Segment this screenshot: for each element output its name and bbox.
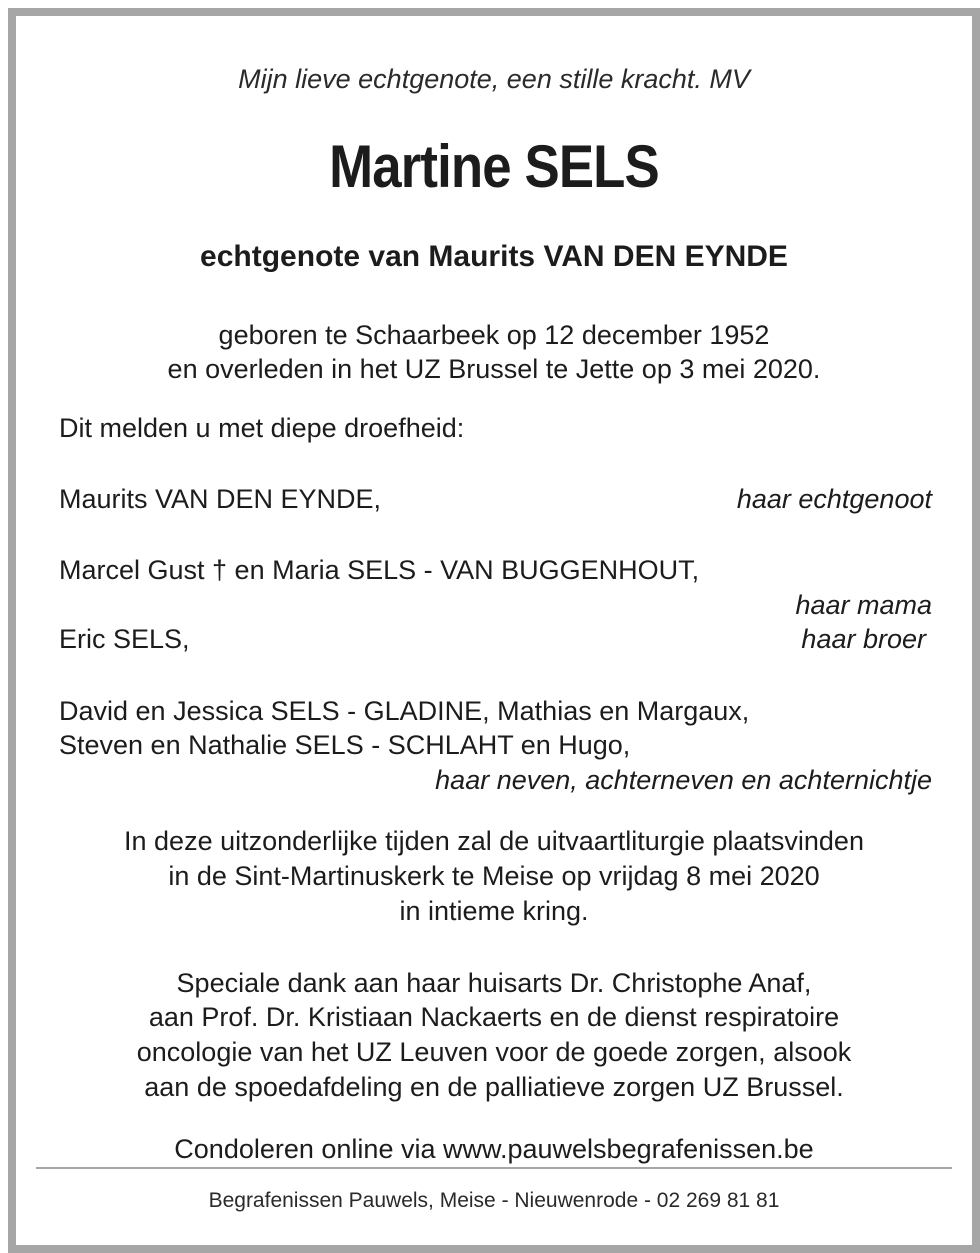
family-relation-brother: haar broer (801, 624, 926, 654)
family-relation-parents: haar mama (795, 590, 932, 620)
family-name-parents: Marcel Gust † en Maria SELS - VAN BUGGENHOUT, (59, 555, 700, 585)
family-name-nephews-2: Steven en Nathalie SELS - SCHLAHT en Hugo, (59, 730, 631, 760)
funeral-home-footer: Begrafenissen Pauwels, Meise - Nieuwenrode - 02 269 81 81 (208, 1189, 780, 1212)
family-relation-nephews: haar neven, achterneven en achternichtje (435, 765, 932, 795)
obituary-content (16, 16, 972, 1245)
death-line: en overleden in het UZ Brussel te Jette op 3 mei 2020. (167, 354, 821, 384)
ceremony-line-2: in de Sint-Martinuskerk te Meise op vrijdag 8 mei 2020 (168, 861, 820, 891)
deceased-name: Martine SELS (329, 133, 659, 200)
family-name-brother: Eric SELS, (59, 624, 190, 654)
thanks-line-2: aan Prof. Dr. Kristiaan Nackaerts en de dienst respiratoire (148, 1002, 840, 1032)
thanks-line-4: aan de spoedafdeling en de palliatieve zorgen UZ Brussel. (144, 1072, 844, 1102)
motto: Mijn lieve echtgenote, een stille kracht. MV (238, 64, 750, 94)
family-name-husband: Maurits VAN DEN EYNDE, (59, 484, 382, 514)
spouse-line: echtgenote van Maurits VAN DEN EYNDE (200, 240, 788, 273)
family-name-nephews-1: David en Jessica SELS - GLADINE, Mathias en Margaux, (59, 696, 750, 726)
announcement-intro: Dit melden u met diepe droefheid: (59, 413, 465, 443)
birth-line: geboren te Schaarbeek op 12 december 1952 (218, 320, 770, 350)
obituary-frame (8, 8, 980, 1253)
thanks-line-1: Speciale dank aan haar huisarts Dr. Christophe Anaf, (176, 968, 812, 998)
footer-divider (36, 1167, 952, 1169)
condolences-line: Condoleren online via www.pauwelsbegrafenissen.be (174, 1134, 814, 1164)
family-relation-husband: haar echtgenoot (736, 484, 932, 514)
thanks-line-3: oncologie van het UZ Leuven voor de goede zorgen, alsook (136, 1037, 852, 1067)
ceremony-line-1: In deze uitzonderlijke tijden zal de uitvaartliturgie plaatsvinden (124, 826, 864, 856)
ceremony-line-3: in intieme kring. (399, 896, 589, 926)
